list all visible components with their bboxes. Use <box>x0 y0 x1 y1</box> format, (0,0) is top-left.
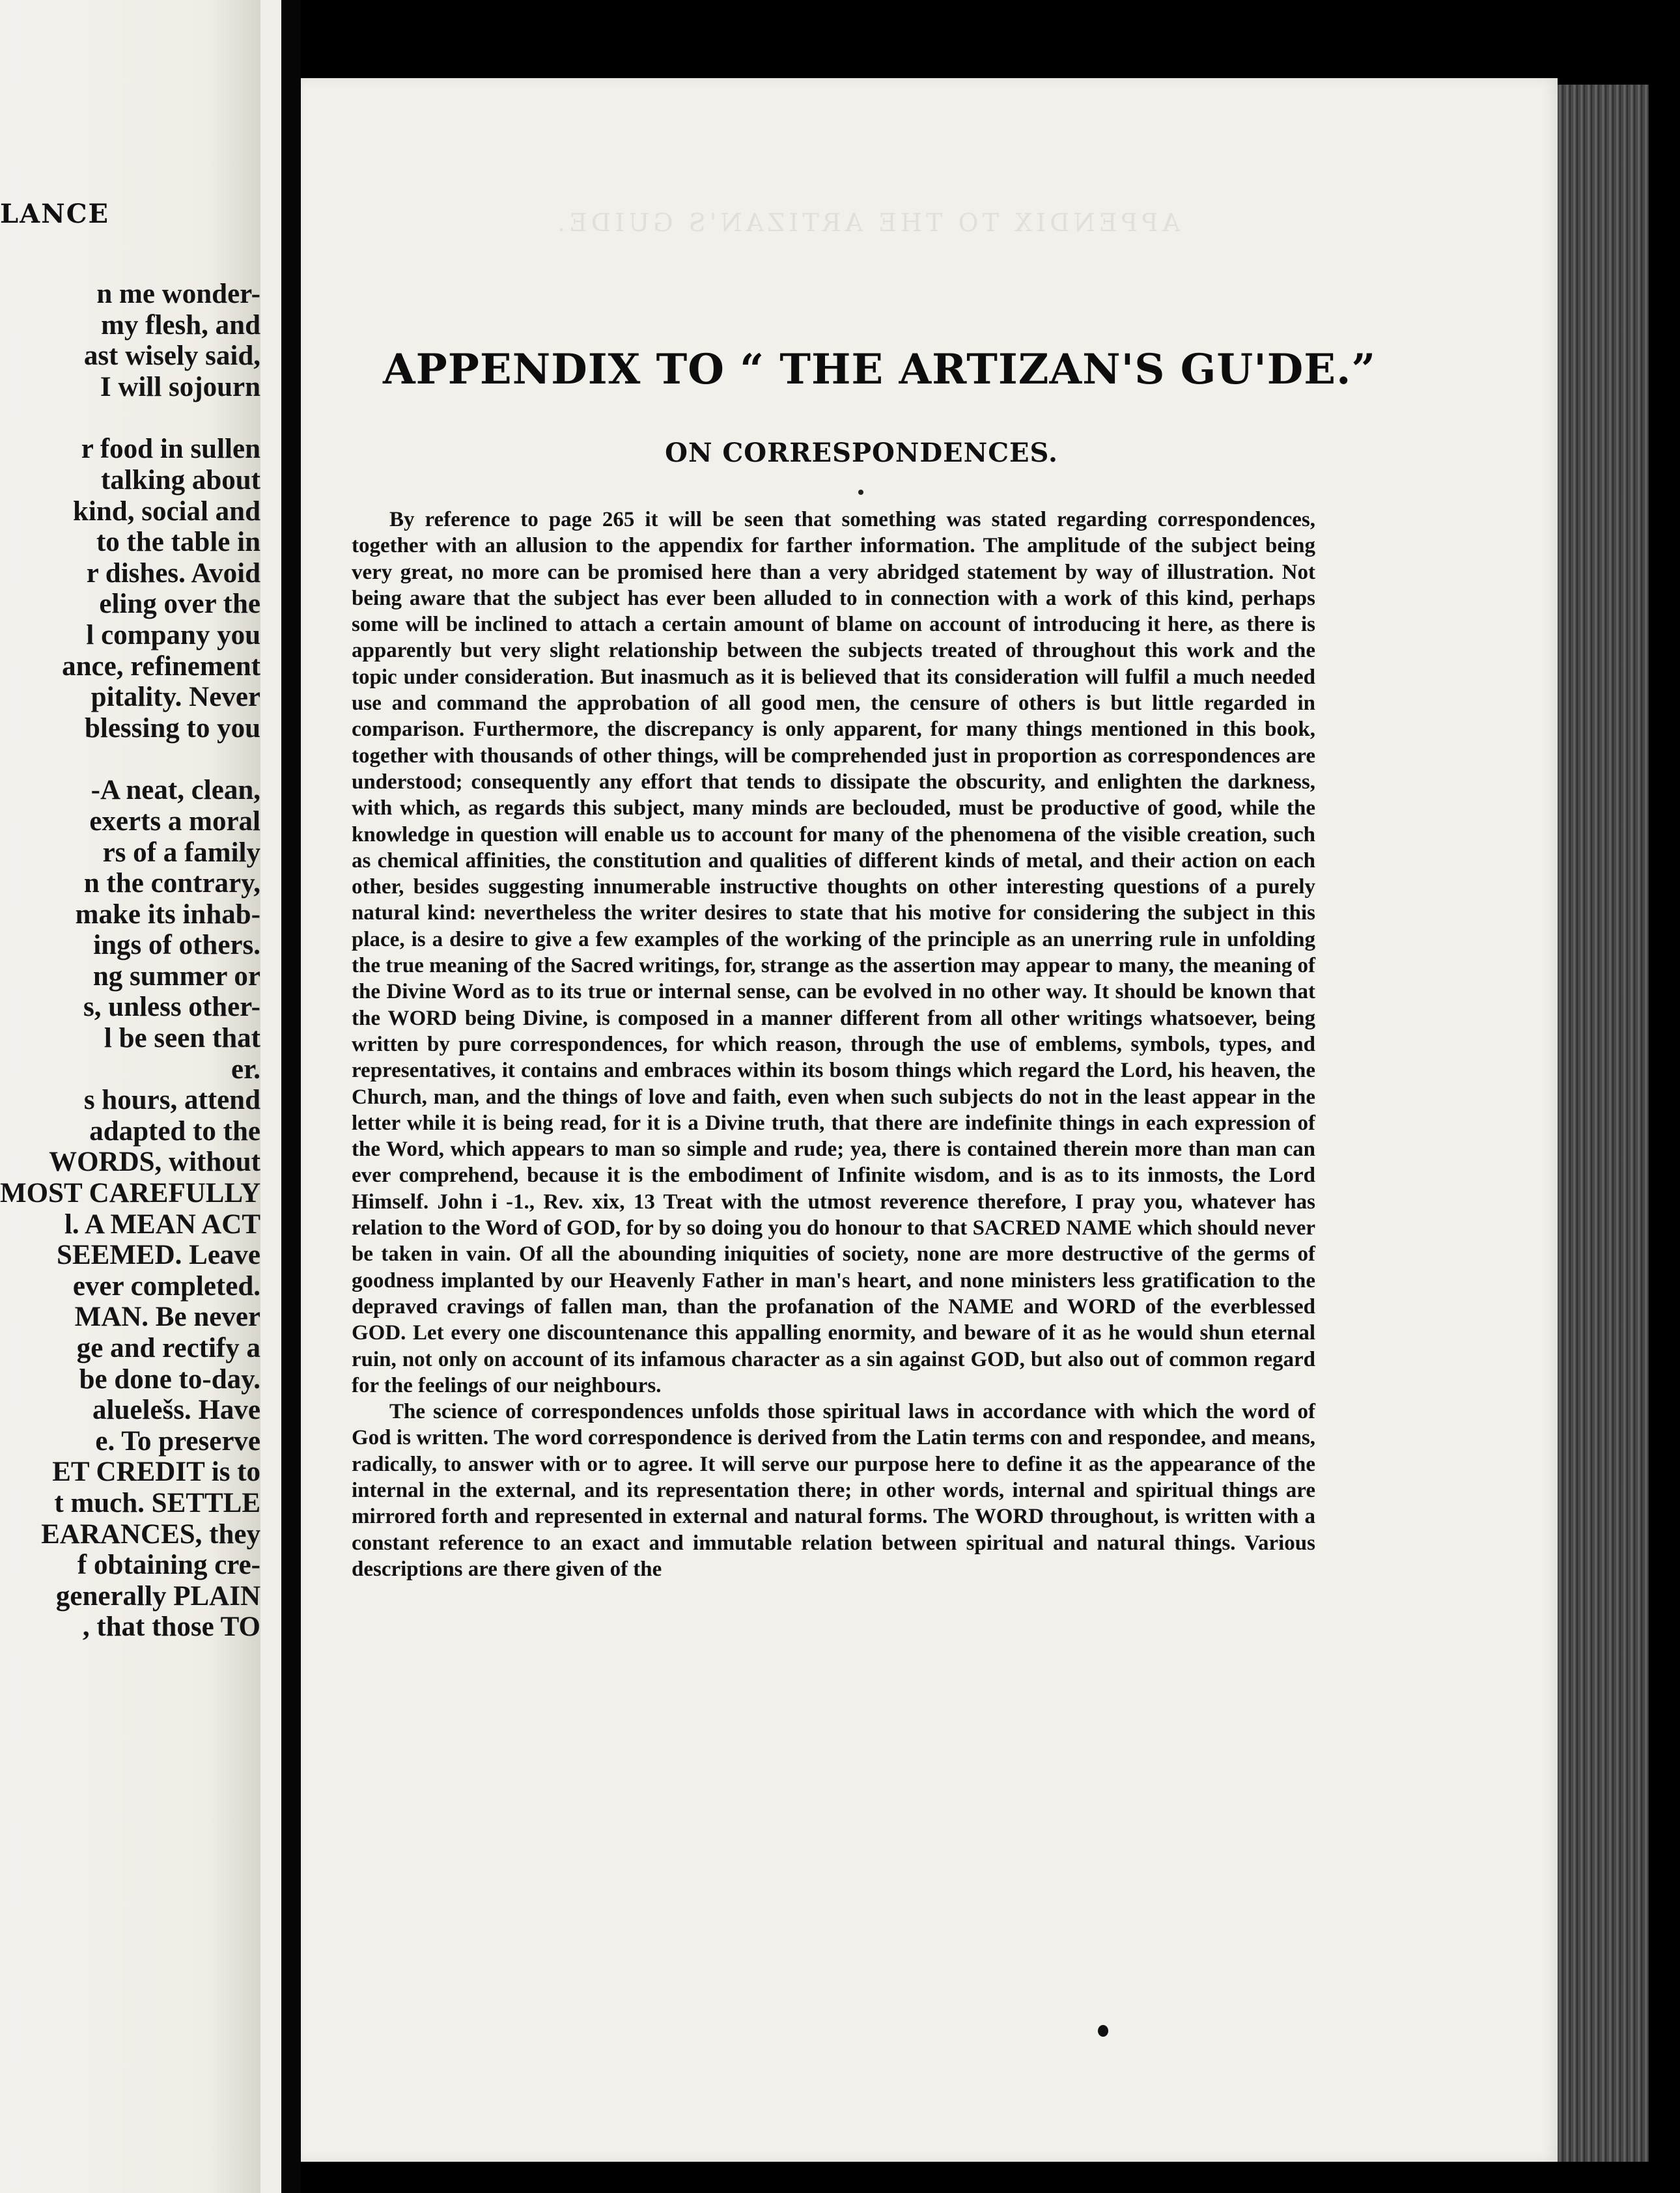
page-edges <box>1558 85 1649 2162</box>
left-page <box>0 0 281 2193</box>
left-page-line: r dishes. Avoid <box>86 557 260 589</box>
left-page-line: ings of others. <box>93 930 260 961</box>
left-page-line <box>0 402 260 434</box>
left-page-line: generally PLAIN <box>55 1580 260 1612</box>
page-mark-dot <box>1098 2025 1108 2037</box>
left-page-paper <box>0 0 260 2193</box>
left-page-line: be done to-day. <box>79 1363 260 1395</box>
left-page-line: exerts a moral <box>89 805 260 837</box>
left-page-line: er. <box>231 1054 260 1085</box>
left-page-line: my flesh, and <box>101 309 260 341</box>
body-paragraph-1: By reference to page 265 it will be seen that something was stated regarding correspondences, together with an allusion to the appendix for farther information. The amplitude of the subject being very great, no more can be promised here than a very abridged statement by way of illustration. Not being aware that the subject has ever been alluded to in connection with a work of this kind, perhaps some will be inclined to attach a certain amount of blame on account of introducing it here, as there is apparently but very slight relationship between the subjects treated of throughout this work and the topic under consideration. But inasmuch as it is believed that its consideration will fulfil a much needed use and command the approbation of all good men, the censure of others is but little regarded in comparison. Furthermore, the discrepancy is only apparent, for many things mentioned in this book, together with thousands of other things, will be comprehended just in proportion as correspondences are understood; consequently any effort that tends to dissipate the obscurity, and enlighten the darkness, with which, as regards this subject, many minds are beclouded, must be productive of good, while the knowledge in question will enable us to account for many of the phenomena of the visible creation, such as chemical affinities, the constitution and qualities of different kinds of metal, and their action on each other, besides suggesting innumerable instructive thoughts on other interesting questions of a purely natural kind: nevertheless the writer desires to state that his motive for considering the subject in this place, is a desire to give a few examples of the working of the principle as an unerring rule in unfolding the true meaning of the Sacred writings, for, strange as the assertion may appear to many, the meaning of the Divine Word as to its true or internal sense, can be evolved in no other way. It should be known that the WORD being Divine, is composed in a manner different from all other writings whatsoever, being written by pure correspondences, for which reason, through the use of emblems, symbols, types, and representatives, it contains and embraces within its bosom things which regard the Lord, his heaven, the Church, man, and the things of love and faith, even when such subjects do not in the least appear in the letter while it is being read, for it is a Divine truth, that there are indefinite things in each expression of the Word, which appears to man so simple and rude; yea, there is contained therein more than man can ever comprehend, because it is the embodiment of Infinite wisdom, and is as to its inmosts, the Lord Himself. John i -1., Rev. xix, 13 Treat with the utmost reverence therefore, I pray you, whatever has relation to the Word of GOD, for by so doing you do honour to that SACRED NAME which should never be taken in vain. Of all the abounding iniquities of society, none are more destructive of the germs of goodness implanted by our Heavenly Father in man's heart, and none ministers less gratification to the depraved cravings of fallen man, than the profanation of the NAME and WORD of the everblessed GOD. Let every one discountenance this appalling enormity, and beware of it as he would shun eternal ruin, not only on account of its infamous character as a sin against GOD, but also out of common regard for the feelings of our neighbours. <box>352 508 1315 1397</box>
body-paragraph-2: The science of correspondences unfolds those spiritual laws in accordance with which the word of God is written. The word correspondence is derived from the Latin terms con and respondee, and means, radically, to answer with or to agree. It will serve our purpose here to define it as the appearance of the internal in the external, and its representation there; in other words, internal and spiritual things are mirrored forth and represented in external and natural forms. The WORD throughout, is written with a constant reference to an exact and immutable relation between spiritual and natural things. Various descriptions are there given of the <box>352 1400 1315 1581</box>
left-page-line: ance, refinement <box>62 650 260 682</box>
left-page-line: blessing to you <box>84 712 260 744</box>
left-page-line: r food in sullen <box>81 434 260 465</box>
left-page-line: talking about <box>101 464 260 496</box>
left-page-line: e. To preserve <box>95 1425 260 1457</box>
left-page-line: l. A MEAN ACT <box>64 1208 260 1240</box>
body-text <box>352 507 1315 1582</box>
left-page-line: rs of a family <box>102 837 260 868</box>
left-page-line: ast wisely said, <box>83 341 260 372</box>
left-page-line: s hours, attend <box>83 1085 260 1116</box>
left-page-line: n me wonder- <box>96 279 260 309</box>
left-page-line: I will sojourn <box>100 371 260 402</box>
left-page-line: make its inhab- <box>75 899 260 930</box>
left-page-line: s, unless other- <box>83 992 260 1023</box>
left-page-running-head: LANCE <box>0 199 110 229</box>
left-page-line: t much. SETTLE <box>54 1487 260 1518</box>
left-page-line: , that those TO <box>82 1612 260 1643</box>
left-page-text <box>0 279 260 1643</box>
left-page-line: kind, social and <box>73 496 260 527</box>
show-through-running-head: APPENDIX TO THE ARTIZAN'S GUIDE. <box>553 208 1181 237</box>
left-page-line: f obtaining cre- <box>77 1550 260 1581</box>
left-page-line: l company you <box>86 619 260 650</box>
left-page-line: adapted to the <box>89 1115 260 1147</box>
left-page-line: ever completed. <box>72 1270 260 1302</box>
left-page-line: to the table in <box>96 527 260 558</box>
left-page-line: MAN. Be never <box>74 1302 260 1333</box>
book-gutter <box>281 0 301 2193</box>
left-page-line: n the contrary, <box>83 868 260 899</box>
left-page-line: MOST CAREFULLY <box>0 1178 261 1209</box>
left-page-line <box>0 744 260 775</box>
left-page-line: SEEMED. Leave <box>57 1240 260 1271</box>
left-page-line: ET CREDIT is to <box>52 1457 260 1488</box>
left-page-line: l be seen that <box>104 1023 260 1054</box>
section-subtitle: ON CORRESPONDENCES. <box>665 438 1058 468</box>
left-page-line: EARANCES, they <box>41 1518 260 1550</box>
left-page-line: ge and rectify a <box>76 1333 260 1363</box>
left-page-line: aluelešs. Have <box>92 1395 260 1426</box>
page-title: APPENDIX TO “ THE ARTIZAN'S GU'DE.” <box>383 345 1377 394</box>
left-page-line: WORDS, without <box>49 1147 260 1178</box>
left-page-line: -A neat, clean, <box>91 775 260 806</box>
ornament-dot <box>858 490 863 495</box>
left-page-line: pitality. Never <box>91 682 260 713</box>
left-page-line: ng summer or <box>92 960 260 992</box>
left-page-line: eling over the <box>99 589 260 620</box>
